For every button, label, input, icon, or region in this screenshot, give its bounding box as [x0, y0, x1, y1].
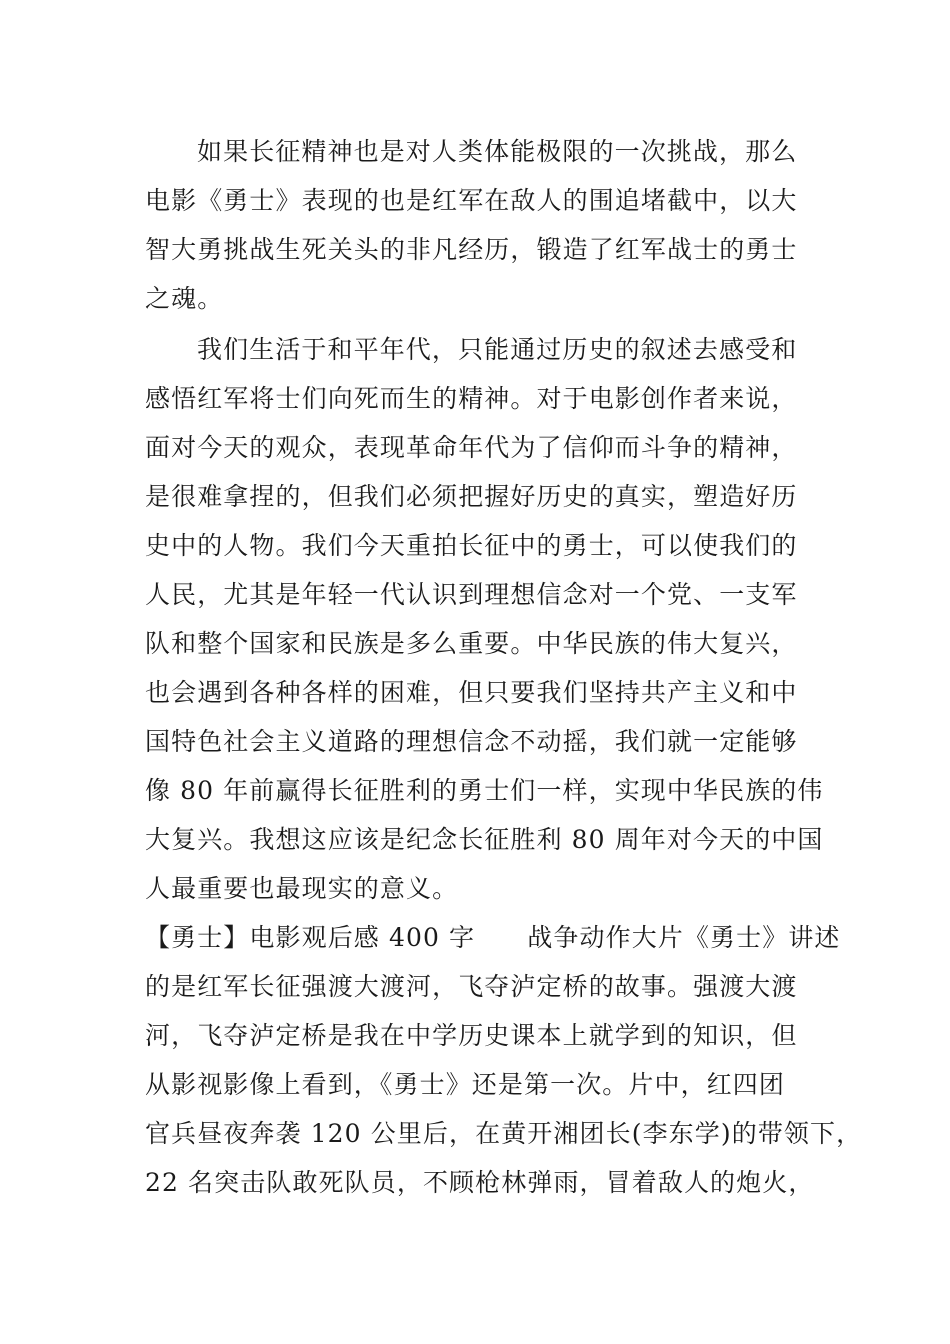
text-line: 人最重要也最现实的意义。 [145, 874, 459, 903]
text-line: 大复兴。我想这应该是纪念长征胜利 80 周年对今天的中国 [145, 825, 824, 854]
text-line: 的是红军长征强渡大渡河，飞夺泸定桥的故事。强渡大渡 [145, 972, 798, 1001]
text-line: 我们生活于和平年代，只能通过历史的叙述去感受和 [197, 335, 798, 364]
text-line: 面对今天的观众，表现革命年代为了信仰而斗争的精神， [145, 433, 798, 462]
text-line: 国特色社会主义道路的理想信念不动摇，我们就一定能够 [145, 727, 798, 756]
section-heading-line: 【勇士】电影观后感 400 字 战争动作大片《勇士》讲述 [145, 923, 841, 952]
text-line: 之魂。 [145, 284, 224, 313]
text-line: 人民，尤其是年轻一代认识到理想信念对一个党、一支军 [145, 580, 798, 609]
text-line: 河，飞夺泸定桥是我在中学历史课本上就学到的知识，但 [145, 1021, 798, 1050]
text-line: 智大勇挑战生死关头的非凡经历，锻造了红军战士的勇士 [145, 235, 798, 264]
text-line: 感悟红军将士们向死而生的精神。对于电影创作者来说， [145, 384, 798, 413]
text-line: 从影视影像上看到，《勇士》还是第一次。片中，红四团 [145, 1070, 786, 1099]
text-line: 是很难拿捏的，但我们必须把握好历史的真实，塑造好历 [145, 482, 798, 511]
text-line: 22 名突击队敢死队员，不顾枪林弹雨，冒着敌人的炮火， [145, 1168, 815, 1197]
text-line: 如果长征精神也是对人类体能极限的一次挑战，那么 [197, 137, 798, 166]
text-line: 官兵昼夜奔袭 120 公里后，在黄开湘团长(李东学)的带领下， [145, 1119, 863, 1148]
text-line: 队和整个国家和民族是多么重要。中华民族的伟大复兴， [145, 629, 798, 658]
text-line: 史中的人物。我们今天重拍长征中的勇士，可以使我们的 [145, 531, 798, 560]
text-line: 也会遇到各种各样的困难，但只要我们坚持共产主义和中 [145, 678, 798, 707]
text-line: 电影《勇士》表现的也是红军在敌人的围追堵截中，以大 [145, 186, 798, 215]
text-line: 像 80 年前赢得长征胜利的勇士们一样，实现中华民族的伟 [145, 776, 824, 805]
